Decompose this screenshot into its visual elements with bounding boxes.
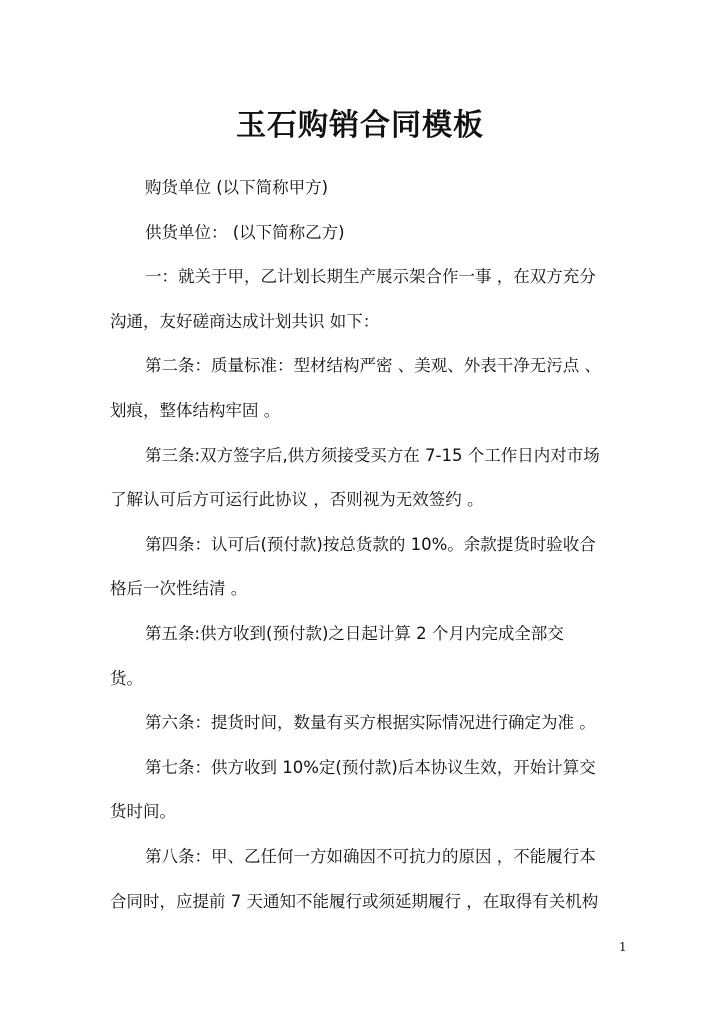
text-line: 供货单位： (以下简称乙方) <box>145 222 345 242</box>
text-line: 了解认可后方可运行此协议 ，否则视为无效签约 。 <box>110 490 484 510</box>
text-line: 一：就关于甲，乙计划长期生产展示架合作一事 ，在双方充分 <box>145 267 596 287</box>
text-line: 购货单位 (以下简称甲方) <box>145 178 329 197</box>
text-line: 第二条：质量标准：型材结构严密 、美观、外表干净无污点 、 <box>145 356 601 376</box>
page-number: 1 <box>619 940 627 954</box>
text-line: 第六条：提货时间，数量有买方根据实际情况进行确定为准 。 <box>145 713 596 733</box>
text-line: 第四条：认可后(预付款)按总货款的 10%。余款提货时验收合 <box>145 534 596 554</box>
text-line: 第三条:双方签字后,供方须接受买方在 7-15 个工作日内对市场 <box>145 445 600 465</box>
text-line: 第八条：甲、乙任何一方如确因不可抗力的原因 ，不能履行本 <box>145 846 596 866</box>
text-line: 沟通，友好磋商达成计划共识 如下： <box>110 311 380 331</box>
text-line: 合同时，应提前 7 天通知不能履行或须延期履行 ，在取得有关机构 <box>110 891 599 911</box>
text-line: 第五条:供方收到(预付款)之日起计算 2 个月内完成全部交 <box>145 623 564 643</box>
document-body <box>110 174 610 932</box>
text-line: 货时间。 <box>110 802 176 822</box>
document-title: 玉石购销合同模板 <box>236 108 484 143</box>
text-line: 第七条：供方收到 10%定(预付款)后本协议生效，开始计算交 <box>145 757 596 777</box>
text-line: 货。 <box>110 668 143 688</box>
text-line: 格后一次性结清 。 <box>110 579 248 599</box>
text-line: 划痕，整体结构牢固 。 <box>110 400 281 420</box>
